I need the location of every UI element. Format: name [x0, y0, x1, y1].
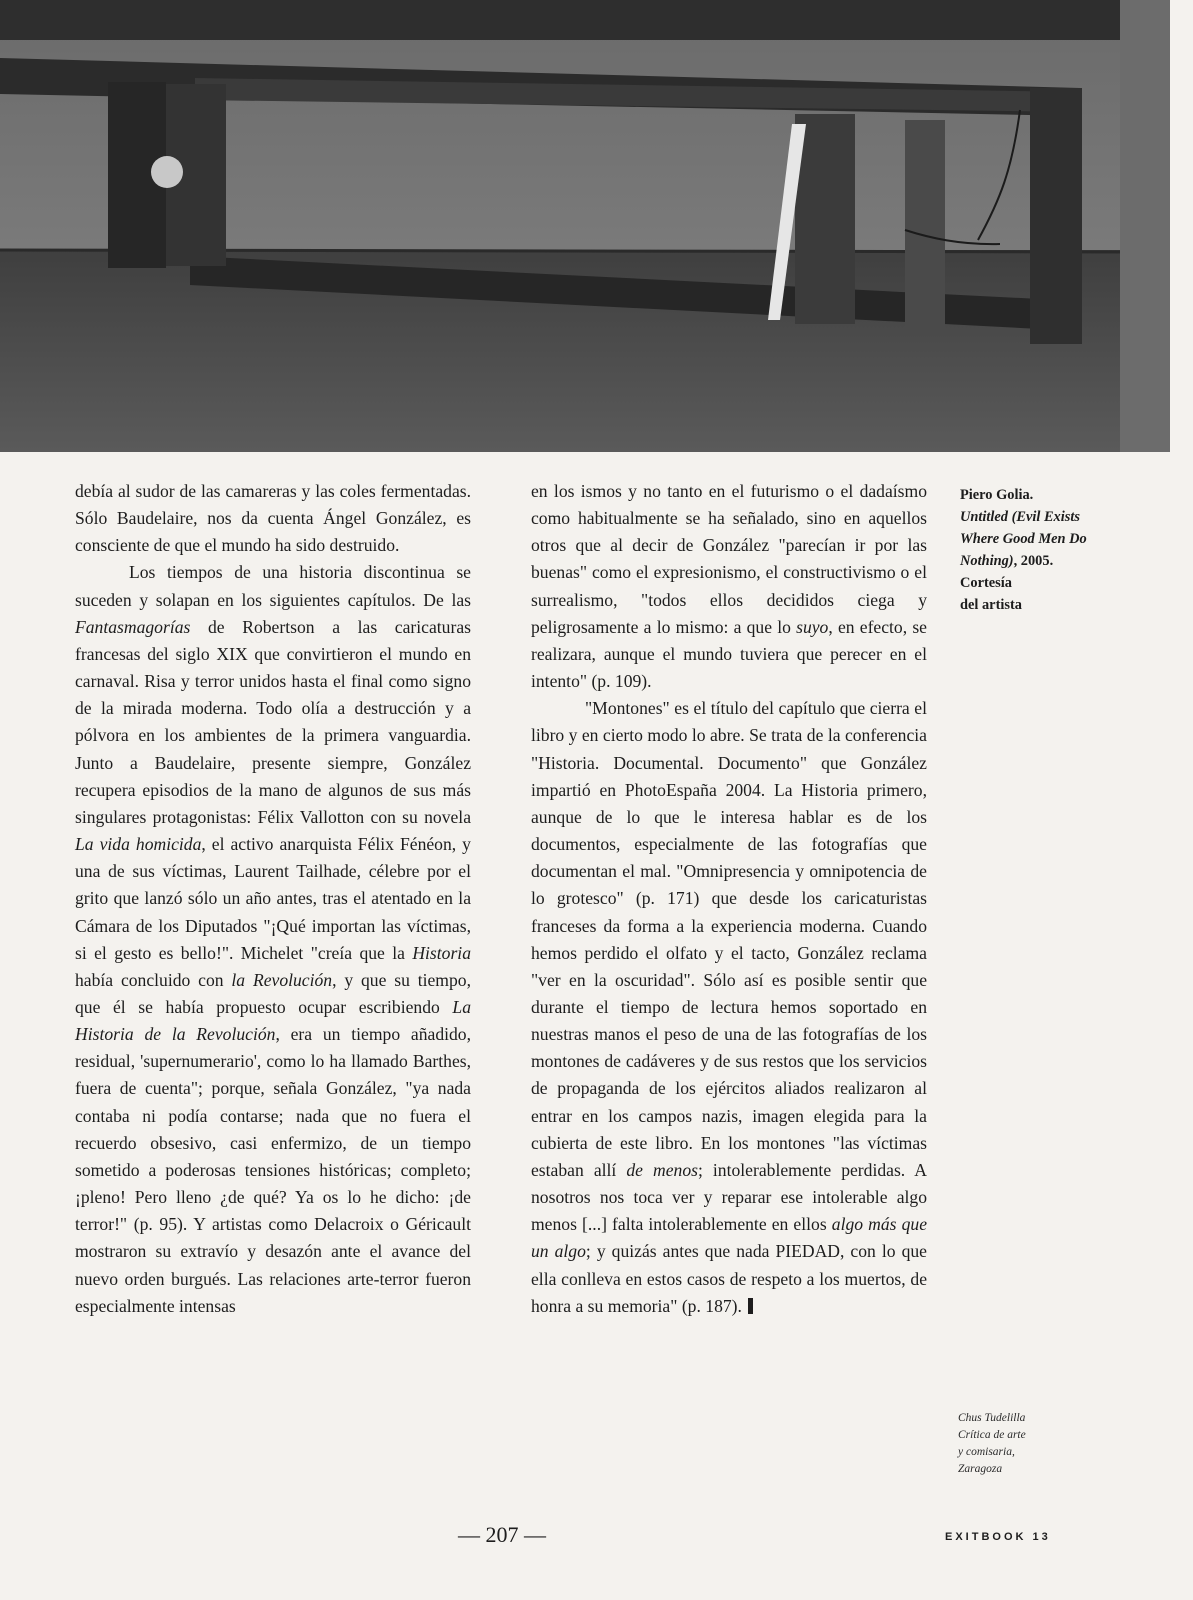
paragraph [531, 695, 927, 1320]
caption-credit-2: del artista [960, 597, 1022, 613]
text-run: debía al sudor de las camareras y las coles fermentadas. Sólo Baudelaire, nos da cuenta Ángel González, es consciente de que el mundo ha sido destruido. [75, 481, 471, 556]
italic-text: la Revolución [231, 969, 333, 990]
italic-text: algo más que un algo [531, 1214, 927, 1262]
text-run: , en efecto, se realizara, aunque el mundo tuviera que perecer en el intento" (p. 109). [531, 616, 927, 692]
text-run: , era un tiempo añadido, residual, 'supernumerario', como lo ha llamado Barthes, fuera de cuenta"; porque, señala González, "ya nada contaba ni podía contarse; nada que no fuera el recuerdo obsesivo, casi enfermizo, de un tiempo sometido a poderosas tensiones históricas; completo; ¡pleno! Pero lleno ¿de qué? Ya os lo he dicho: ¡de terror!" (p. 95). Y artistas como Delacroix o Géricault mostraron su extravío y desazón ante el avance del nuevo orden burgués. Las relaciones arte-terror fueron especialmente intensas [75, 1024, 471, 1316]
text-run: Los tiempos de una historia discontinua se suceden y solapan en los siguientes capítulos. De las [75, 562, 471, 610]
caption-year: , 2005. [1013, 553, 1054, 569]
photo-caption [960, 484, 1090, 616]
page-number: — 207 — [458, 1522, 546, 1547]
end-of-article-mark [748, 1298, 753, 1314]
paragraph [531, 478, 927, 695]
text-run: , y que su tiempo, que él se había propuesto ocupar escribiendo [75, 969, 471, 1017]
author-role-1: Crítica de arte [958, 1429, 1026, 1441]
paragraph [75, 478, 471, 559]
italic-text: La Historia de la Revolución [75, 996, 471, 1045]
magazine-brand: EXITBOOK 13 [945, 1531, 1051, 1543]
italic-text: de menos [626, 1159, 698, 1180]
text-run: ; y quizás antes que nada PIEDAD, con lo que ella conlleva en estos casos de respeto a los muertos, de honra a su memoria" (p. 187). [531, 1241, 927, 1316]
caption-artist: Piero Golia. [960, 487, 1034, 503]
text-run: ; intolerablemente perdidas. A nosotros nos toca ver y reparar ese intolerable algo menos [...] falta intolerablemente en ellos [531, 1159, 927, 1235]
caption-credit-1: Cortesía [960, 575, 1012, 591]
text-run: había concluido con [75, 969, 232, 990]
italic-text: Fantasmagorías [75, 616, 191, 637]
author-name: Chus Tudelilla [958, 1412, 1026, 1424]
italic-text: La vida homicida [75, 834, 202, 855]
body-text-middle-column [531, 478, 927, 1320]
text-run: "Montones" es el título del capítulo que cierra el libro y en cierto modo lo abre. Se trata de la conferencia "Historia. Documental. Documento" que González impartió en PhotoEspaña 2004. La Historia primero, aunque de lo que le interesa hablar es de los documentos, especialmente de las fotografías que documentan el mal. "Omnipresencia y omnipotencia de lo grotesco" (p. 171) que desde los caricaturistas franceses da forma a la experiencia moderna. Cuando hemos perdido el olfato y el tacto, González reclama "ver en la oscuridad". Sólo así es posible sentir que durante el tiempo de lectura hemos soportado en nuestras manos el peso de una de las fotografías de los montones de cadáveres y de sus restos que los servicios de propaganda de los ejércitos aliados realizaron al entrar en los campos nazis, imagen elegida para la cubierta de este libro. En los montones "las víctimas estaban allí [531, 698, 927, 1180]
italic-text: Historia [412, 942, 471, 963]
italic-text: suyo [796, 616, 829, 637]
body-text-left-column [75, 478, 471, 1320]
paragraph [75, 559, 471, 1319]
author-signature [958, 1410, 1098, 1478]
caption-work-title: Untitled (Evil Exists Where Good Men Do Nothing) [960, 509, 1087, 569]
author-role-2: y comisaria, [958, 1446, 1015, 1458]
text-run: en los ismos y no tanto en el futurismo o el dadaísmo como habitualmente se ha señalado, sino en aquellos otros que al decir de González "parecían ir por las buenas" como el expresionismo, el constructivismo o el surrealismo, "todos ellos decididos ciega y peligrosamente a lo mismo: a que lo [531, 481, 927, 637]
artwork-photo [0, 0, 1170, 452]
text-run: , el activo anarquista Félix Fénéon, y una de sus víctimas, Laurent Tailhade, célebre por el grito que lanzó sólo un año antes, tras el atentado en la Cámara de los Diputados "¡Qué importan las víctimas, si el gesto es bello!". Michelet "creía que la [75, 834, 471, 963]
author-city: Zaragoza [958, 1463, 1003, 1475]
text-run: de Robertson a las caricaturas francesas del siglo XIX que convirtieron el mundo en carnaval. Risa y terror unidos hasta el final como signo de la mirada moderna. Todo olía a destrucción y a pólvora en los ambientes de la primera vanguardia. Junto a Baudelaire, presente siempre, González recupera episodios de la mano de algunos de sus más singulares protagonistas: Félix Vallotton con su novela [75, 616, 471, 827]
